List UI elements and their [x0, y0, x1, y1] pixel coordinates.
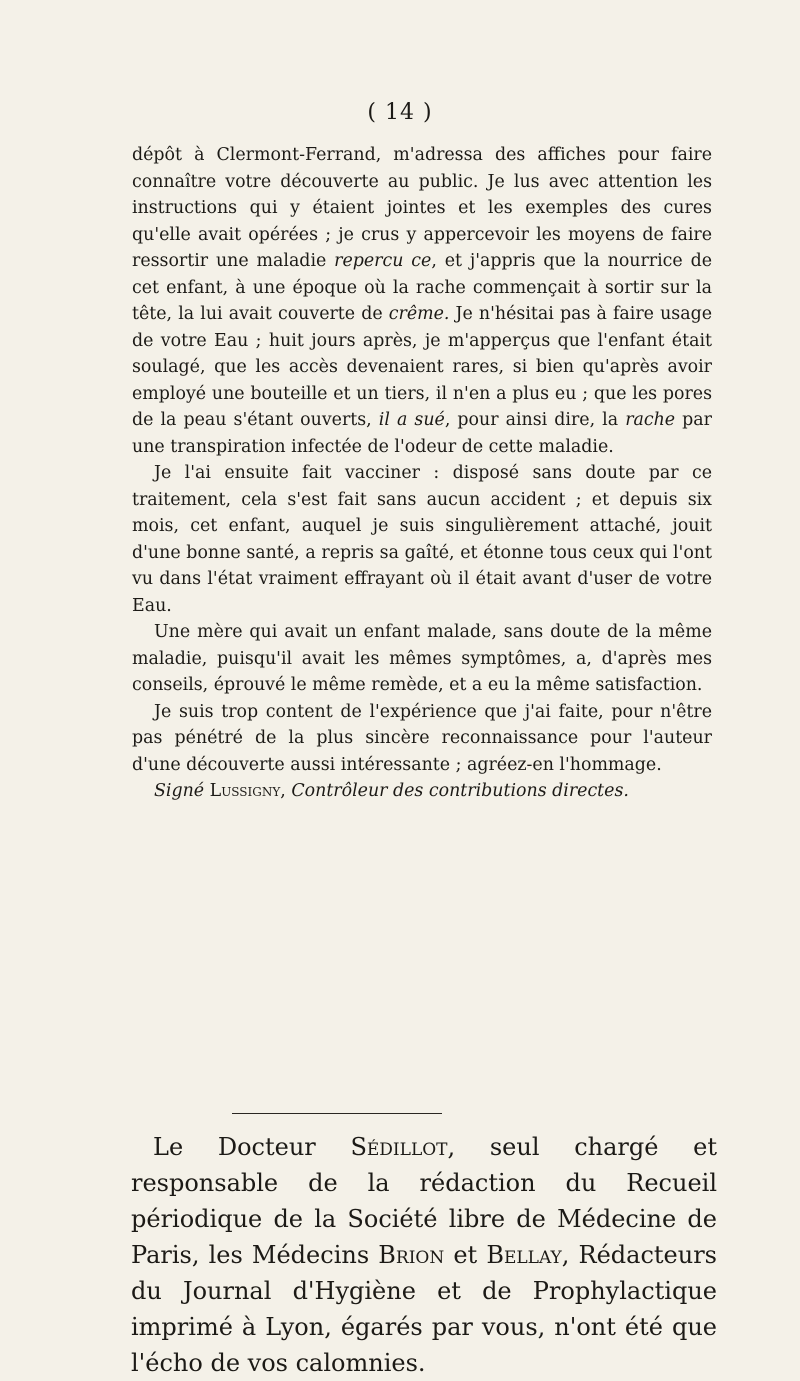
- italic-text: Contrôleur des contributions directes.: [291, 781, 629, 801]
- letter-body: [132, 142, 712, 805]
- paragraph-p1: [132, 142, 712, 460]
- text-run: Je l'ai ensuite fait vacciner : disposé sans doute par ce traitement, cela s'est fait sans aucun accident ; et depuis six mois, cet enfant, auquel je suis singulièrement attaché, jouit d'une bonne santé, a repris sa gaîté, et étonne tous ceux qui l'ont vu dans l'état vraiment effrayant où il était avant d'user de votre Eau.: [132, 463, 712, 616]
- text-run: par une transpiration infectée de l'odeur de cette maladie.: [132, 410, 712, 457]
- name-smallcaps: Brion: [378, 1241, 445, 1269]
- text-run: Une mère qui avait un enfant malade, sans doute de la même maladie, puisqu'il avait les mêmes symptômes, a, d'après mes conseils, éprouvé le même remède, et a eu la même satisfaction.: [132, 622, 712, 695]
- notice-text: [131, 1129, 717, 1381]
- paragraph-p2: [132, 460, 712, 619]
- paragraph-p3: [132, 619, 712, 699]
- name-smallcaps: Sédillot: [350, 1133, 448, 1161]
- text-run: Le Docteur: [153, 1133, 351, 1161]
- name-smallcaps: Lussigny: [209, 781, 281, 801]
- italic-text: repercu ce: [334, 251, 432, 271]
- italic-text: crême.: [388, 304, 450, 324]
- text-run: Je n'hésitai pas à faire usage de votre Eau ; huit jours après, je m'apperçus que l'enfant était soulagé, que les accès devenaient rares, si bien qu'après avoir employé une bouteille et un tiers, il n'en a plus eu ; que les pores de la peau s'étant ouverts,: [132, 304, 712, 430]
- paragraph-p5: [132, 778, 712, 805]
- name-smallcaps: Bellay: [486, 1241, 562, 1269]
- text-run: et: [444, 1241, 487, 1269]
- italic-text: rache: [625, 410, 676, 430]
- text-run: , et j'appris que la nourrice de cet enfant, à une époque où la rache commençait à sortir sur la tête, la lui avait couverte de: [132, 251, 713, 324]
- page-number: ( 14 ): [367, 100, 433, 125]
- paragraph-p4: [132, 699, 712, 779]
- text-run: dépôt à Clermont-Ferrand, m'adressa des affiches pour faire connaître votre découverte au public. Je lus avec attention les instructions qui y étaient jointes et les exemples des cures qu'elle avait opérées ; je crus y appercevoir les moyens de faire ressortir une maladie: [132, 145, 712, 271]
- notice-paragraph: [131, 1129, 717, 1381]
- section-divider: [232, 1113, 442, 1114]
- text-run: , pour ainsi dire, la: [444, 410, 626, 430]
- italic-text: Signé: [154, 781, 205, 801]
- text-run: ,: [280, 781, 292, 801]
- text-run: , seul chargé et responsable de la rédaction du Recueil périodique de la Société libre de Médecine de Paris, les Médecins: [131, 1133, 717, 1269]
- text-run: Je suis trop content de l'expérience que j'ai faite, pour n'être pas pénétré de la plus sincère reconnaissance pour l'auteur d'une découverte aussi intéressante ; agréez-en l'hommage.: [132, 701, 712, 775]
- text-run: , Rédacteurs du Journal d'Hygiène et de Prophylactique imprimé à Lyon, égarés par vous, n'ont été que l'écho de vos calomnies.: [131, 1241, 717, 1377]
- italic-text: il a sué: [378, 410, 445, 430]
